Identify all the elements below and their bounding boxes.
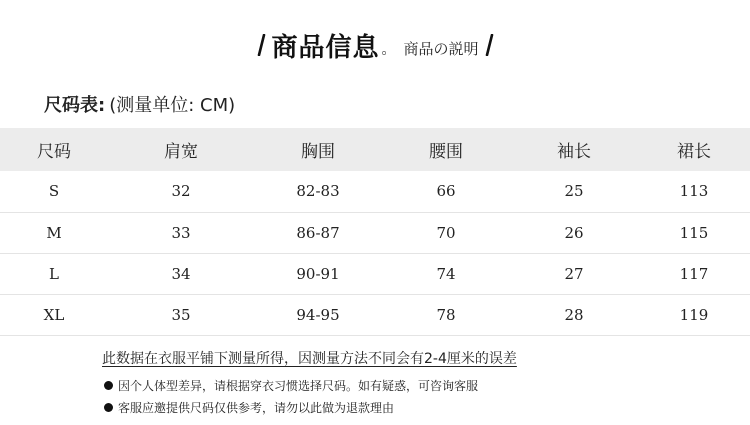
table-cell: 94-95 [296,305,340,324]
slash-decoration-icon [257,34,265,56]
measurement-note: 此数据在衣服平铺下测量所得，因测量方法不同会有2-4厘米的误差 [102,351,517,367]
table-cell: 82-83 [296,182,340,201]
note-item [104,377,478,394]
table-cell: 27 [564,264,584,283]
column-header: 尺码 [37,142,71,162]
table-cell: 74 [436,264,456,283]
table-cell: 28 [564,305,584,324]
table-cell: S [48,182,60,201]
size-chart-label [44,90,235,118]
table-cell: 35 [171,305,191,324]
note-item-text: 客服应邀提供尺码仅供参考，请勿以此做为退款理由 [118,401,395,415]
slash-decoration-icon [485,34,493,56]
table-cell: M [46,223,62,242]
table-row [0,171,750,212]
table-cell: L [49,264,59,283]
column-header: 肩宽 [164,142,198,162]
table-cell: 86-87 [296,223,340,242]
table-cell: 66 [436,182,456,201]
table-cell: 113 [679,182,709,201]
size-chart-label-bold: 尺码表: [44,95,106,116]
table-cell: 34 [171,264,191,283]
table-cell: 33 [171,223,191,242]
header [0,22,750,68]
column-header: 裙长 [677,142,711,162]
table-cell: 119 [679,305,709,324]
column-header: 袖长 [557,142,591,162]
table-cell: XL [43,305,65,324]
note-item-text: 因个人体型差异，请根据穿衣习惯选择尺码。如有疑惑，可咨询客服 [118,379,479,393]
table-cell: 117 [679,264,709,283]
page-title: 商品信息 [271,32,380,63]
table-cell: 90-91 [296,264,340,283]
size-chart-unit: (测量单位: CM) [109,95,236,116]
page-subtitle: 商品の説明 [403,39,479,58]
size-table [0,128,750,336]
table-row [0,212,750,253]
column-header: 腰围 [429,142,463,162]
bullet-icon [104,403,113,412]
table-cell: 26 [564,223,584,242]
table-row [0,294,750,335]
table-cell: 115 [679,223,709,242]
table-row [0,253,750,294]
table-cell: 25 [564,182,584,201]
column-header: 胸围 [301,142,335,162]
title-dot: 。 [381,42,396,58]
table-cell: 78 [436,305,456,324]
table-cell: 32 [171,182,191,201]
bullet-icon [104,381,113,390]
table-header-row [0,128,750,171]
table-cell: 70 [436,223,456,242]
note-item [104,399,394,416]
